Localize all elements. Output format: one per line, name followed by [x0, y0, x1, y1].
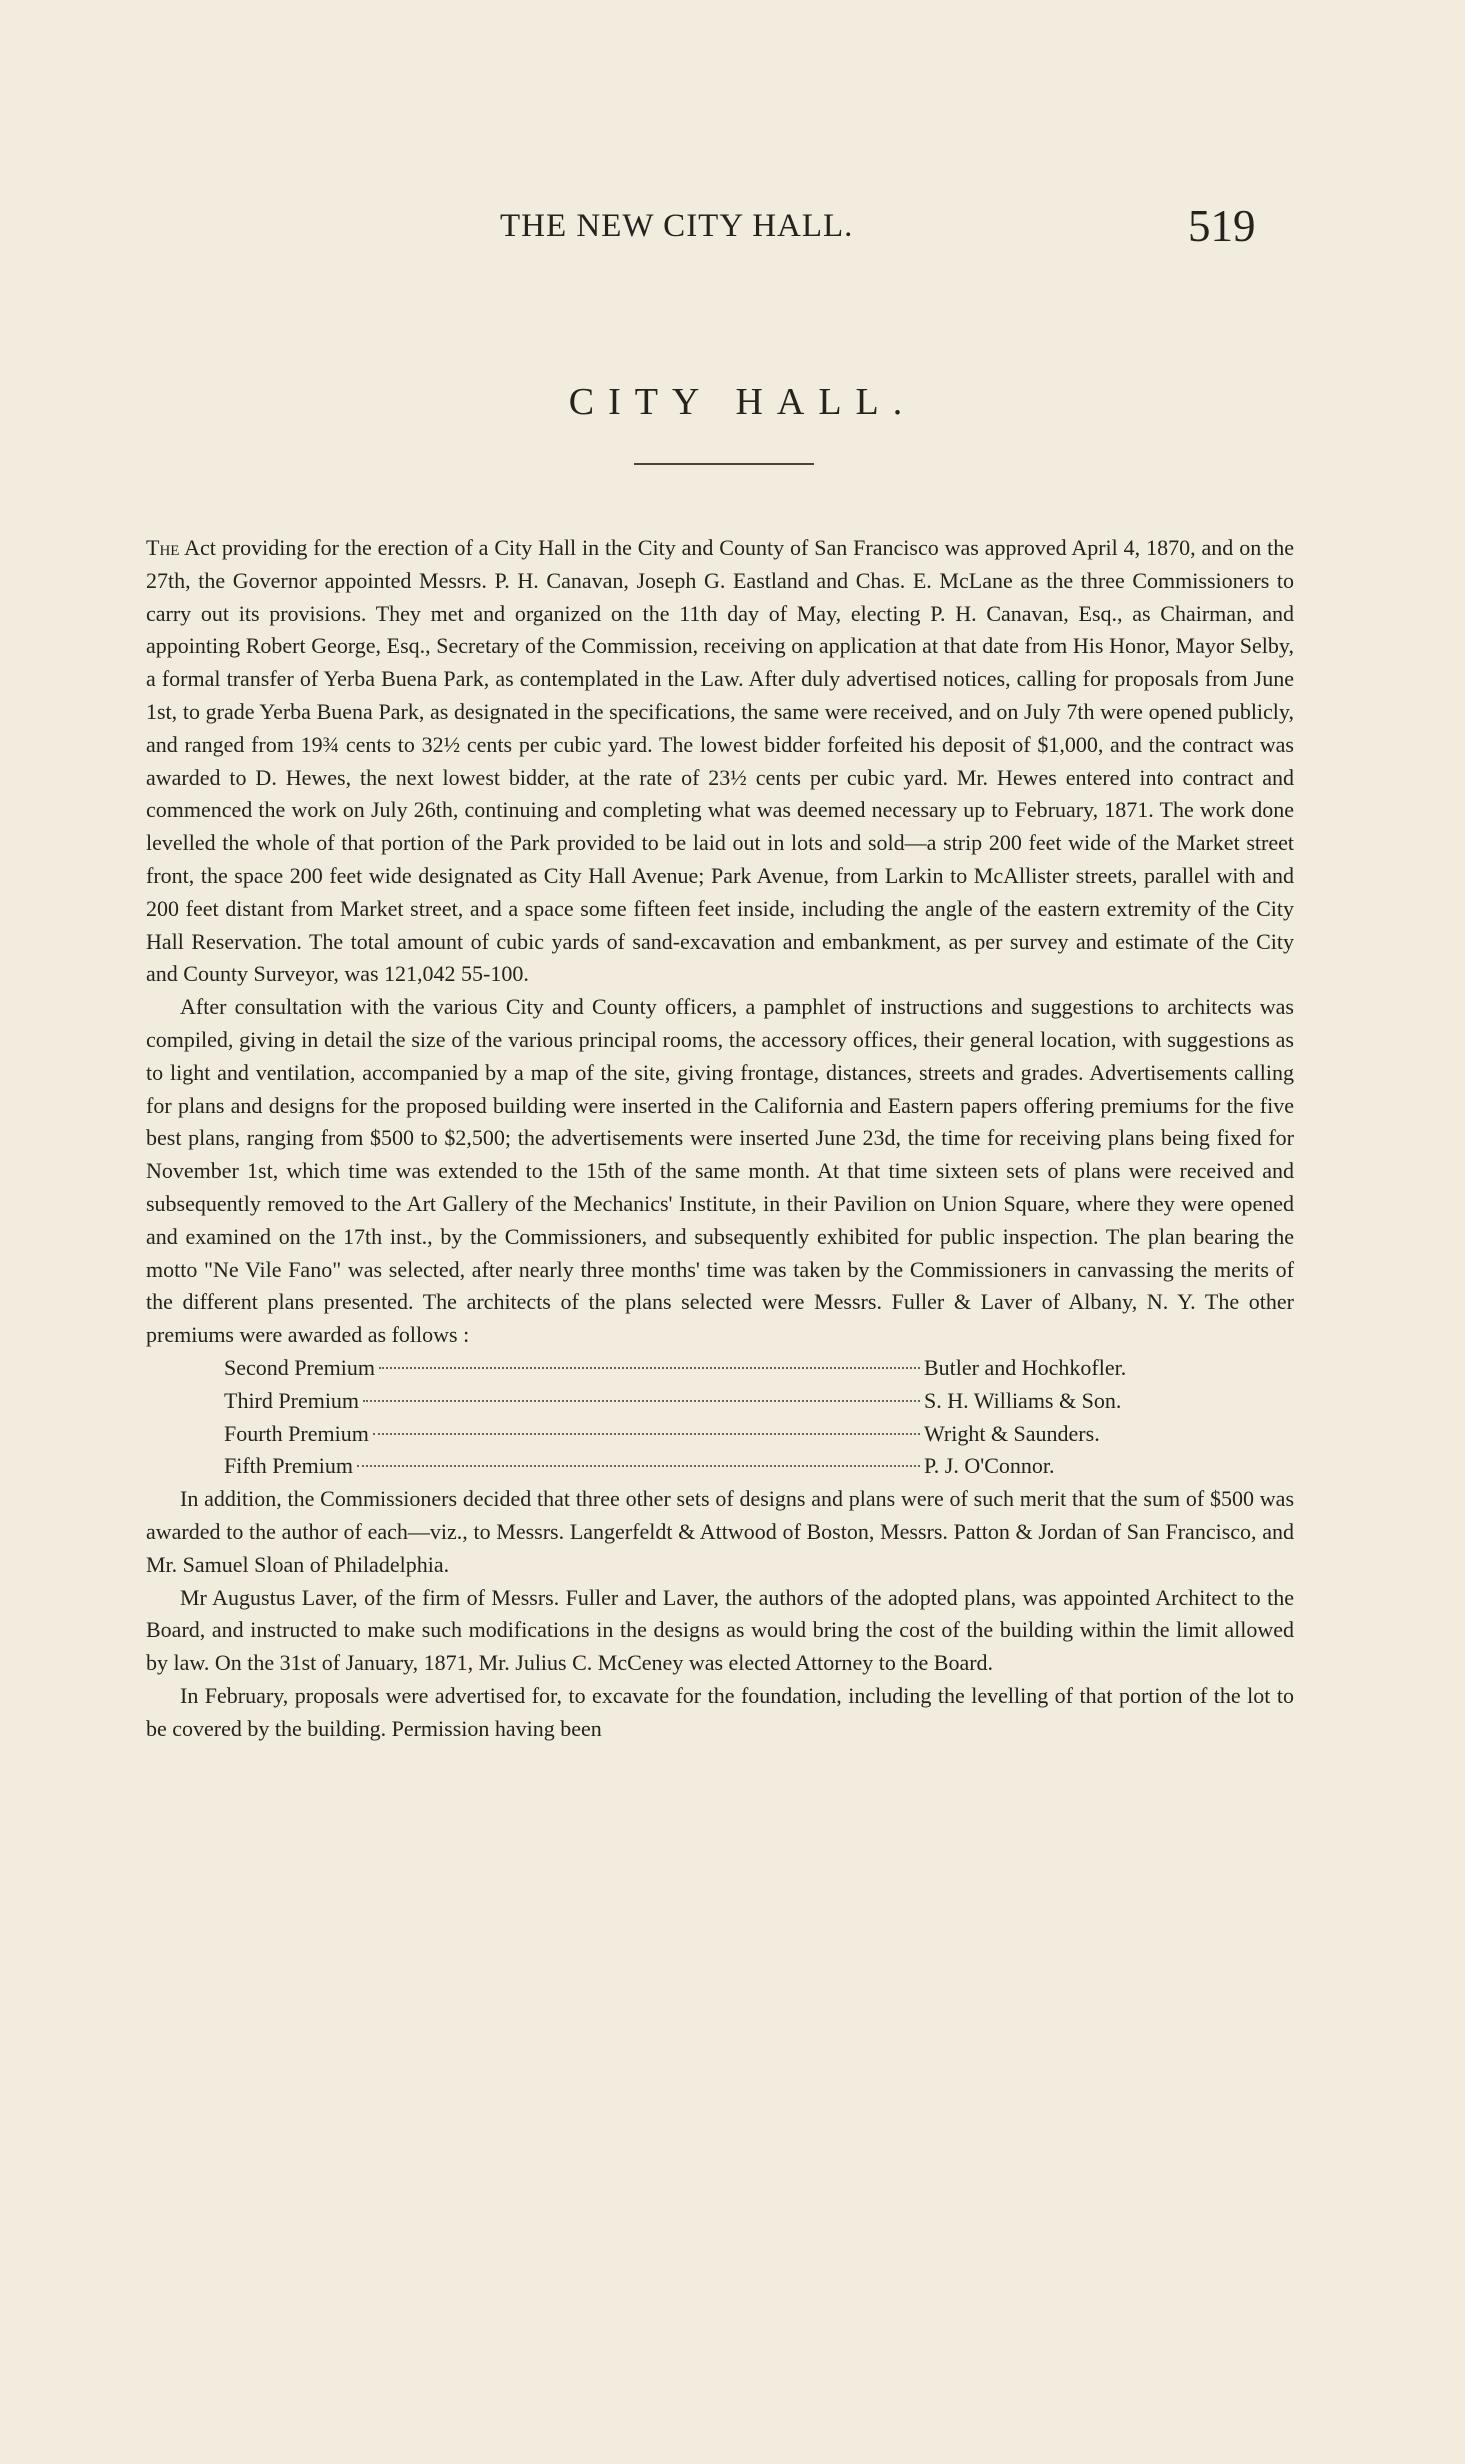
dot-leader [363, 1400, 920, 1402]
premium-label: Fourth Premium [224, 1420, 369, 1446]
premium-label: Second Premium [224, 1354, 375, 1380]
running-head [0, 200, 1465, 260]
paragraph-5: In February, proposals were advertised for, to excavate for the foundation, including the levelling of that portion of the lot to be covered by the building. Permission having been [146, 1682, 1294, 1741]
dot-leader [379, 1367, 920, 1369]
running-title: THE NEW CITY HALL. [500, 208, 854, 244]
premium-awardee: S. H. Williams & Son. [924, 1387, 1122, 1413]
paragraph-3: In addition, the Commissioners decided that three other sets of designs and plans were of such merit that the sum of $500 was awarded to the author of each—viz., to Messrs. Langerfeldt & Attwood of Boston, Messrs. Patton & Jordan of San Francisco, and Mr. Samuel Sloan of Philadelphia. [146, 1486, 1294, 1577]
paragraph-lead-word: The [146, 535, 180, 560]
premiums-list [224, 1352, 1194, 1483]
premium-awardee: Wright & Saunders. [924, 1420, 1100, 1446]
chapter-title: CITY HALL. [568, 381, 917, 423]
paragraph-4: Mr Augustus Laver, of the firm of Messrs. Fuller and Laver, the authors of the adopted plans, was appointed Architect to the Board, and instructed to make such modifications in the designs as would bring the cost of the building within the limit allowed by law. On the 31st of January, 1871, Mr. Julius C. McCeney was elected Attorney to the Board. [146, 1584, 1294, 1676]
premium-row [224, 1352, 1194, 1385]
paragraph-1-text: Act providing for the erection of a City Hall in the City and County of San Francisco was approved April 4, 1870, and on the 27th, the Governor appointed Messrs. P. H. Canavan, Joseph G. Eastland and Chas. E. McLane as the three Commissioners to carry out its provisions. They met and organized on the 11th day of May, electing P. H. Canavan, Esq., as Chairman, and appointing Robert George, Esq., Secretary of the Commission, receiving on application at that date from His Honor, Mayor Selby, a formal transfer of Yerba Buena Park, as contemplated in the Law. After duly advertised notices, calling for proposals from June 1st, to grade Yerba Buena Park, as designated in the specifications, the same were received, and on July 7th were opened publicly, and ranged from 19¾ cents to 32½ cents per cubic yard. The lowest bidder forfeited his deposit of $1,000, and the contract was awarded to D. Hewes, the next lowest bidder, at the rate of 23½ cents per cubic yard. Mr. Hewes entered into contract and commenced the work on July 26th, continuing and completing what was deemed necessary up to February, 1871. The work done levelled the whole of that portion of the Park provided to be laid out in lots and sold—a strip 200 feet wide of the Market street front, the space 200 feet wide designated as City Hall Avenue; Park Avenue, from Larkin to McAllister streets, parallel with and 200 feet distant from Market street, and a space some fifteen feet inside, including the angle of the eastern extremity of the City Hall Reservation. The total amount of cubic yards of sand-excavation and embankment, as per survey and estimate of the City and County Surveyor, was 121,042 55-100. [146, 535, 1294, 987]
premium-label: Fifth Premium [224, 1453, 353, 1479]
paragraph-2: After consultation with the various City and County officers, a pamphlet of instructions and suggestions to architects was compiled, giving in detail the size of the various principal rooms, the accessory offices, their general location, with suggestions as to light and ventilation, accompanied by a map of the site, giving frontage, distances, streets and grades. Advertisements calling for plans and designs for the proposed building were inserted in the California and Eastern papers offering premiums for the five best plans, ranging from $500 to $2,500; the advertisements were inserted June 23d, the time for receiving plans being fixed for November 1st, which time was extended to the 15th of the same month. At that time sixteen sets of plans were received and subsequently removed to the Art Gallery of the Mechanics' Institute, in their Pavilion on Union Square, where they were opened and examined on the 17th inst., by the Commissioners, and subsequently exhibited for public inspection. The plan bearing the motto "Ne Vile Fano" was selected, after nearly three months' time was taken by the Commissioners in canvassing the merits of the different plans presented. The architects of the plans selected were Messrs. Fuller & Laver of Albany, N. Y. The other premiums were awarded as follows : [146, 994, 1294, 1348]
premium-awardee: P. J. O'Connor. [924, 1453, 1055, 1479]
body-text [146, 532, 1294, 1745]
dot-leader [357, 1465, 920, 1467]
premium-row [224, 1418, 1194, 1451]
page-number: 519 [1188, 201, 1256, 251]
premium-label: Third Premium [224, 1387, 360, 1413]
premium-row [224, 1385, 1194, 1418]
premium-row [224, 1450, 1194, 1483]
title-rule [634, 463, 814, 465]
premium-awardee: Butler and Hochkofler. [924, 1354, 1127, 1380]
paragraph-1 [146, 532, 1294, 991]
dot-leader [373, 1433, 920, 1435]
